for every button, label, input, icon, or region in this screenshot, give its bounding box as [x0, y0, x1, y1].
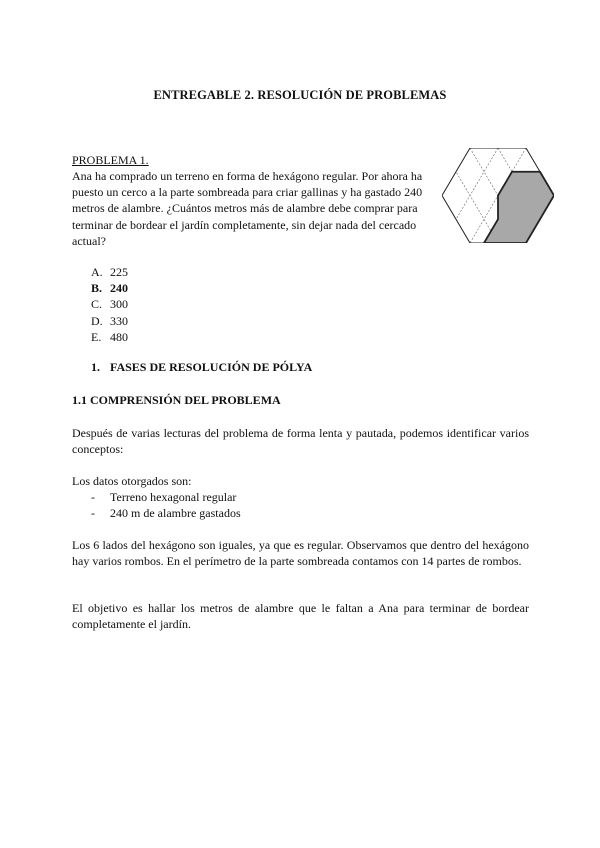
- data-list: [91, 489, 241, 521]
- answer-options: [91, 264, 128, 345]
- problem-statement: Ana ha comprado un terreno en forma de hexágono regular. Por ahora ha puesto un cerco a la parte sombreada para criar gallinas y ha gastado 240 metros de alambre. ¿Cuántos metros más de alambre debe comprar para terminar de bordear el jardín completamente, sin dejar nada del cercado actual?: [72, 169, 423, 248]
- grid-line: [442, 148, 470, 243]
- data-intro: Los datos otorgados son:: [72, 474, 192, 488]
- option-c: C. 300: [91, 297, 128, 312]
- section-heading-1: 1. FASES DE RESOLUCIÓN DE PÓLYA: [91, 360, 313, 374]
- paragraph-intro: Después de varias lecturas del problema de forma lenta y pautada, podemos identificar varios conceptos:: [72, 426, 529, 457]
- list-item: - Terreno hexagonal regular: [91, 490, 237, 504]
- document-title: ENTREGABLE 2. RESOLUCIÓN DE PROBLEMAS: [153, 88, 447, 102]
- shaded-region: [484, 172, 554, 243]
- option-e: E. 480: [91, 329, 128, 344]
- option-d: D. 330: [91, 313, 128, 328]
- list-item: - 240 m de alambre gastados: [91, 506, 241, 521]
- section-heading-1-1: 1.1 COMPRENSIÓN DEL PROBLEMA: [72, 393, 281, 407]
- problem-heading: PROBLEMA 1.: [72, 153, 149, 167]
- hexagon-figure: [442, 148, 554, 243]
- grid-line: [442, 148, 470, 243]
- option-b: B. 240: [91, 281, 128, 296]
- option-a: A. 225: [91, 265, 128, 279]
- paragraph-objective: El objetivo es hallar los metros de alambre que le faltan a Ana para terminar de bordear completamente el jardín.: [72, 601, 529, 632]
- paragraph-observations: Los 6 lados del hexágono son iguales, ya que es regular. Observamos que dentro del hexágono hay varios rombos. En el perímetro de la parte sombreada contamos con 14 partes de rombos.: [72, 538, 529, 569]
